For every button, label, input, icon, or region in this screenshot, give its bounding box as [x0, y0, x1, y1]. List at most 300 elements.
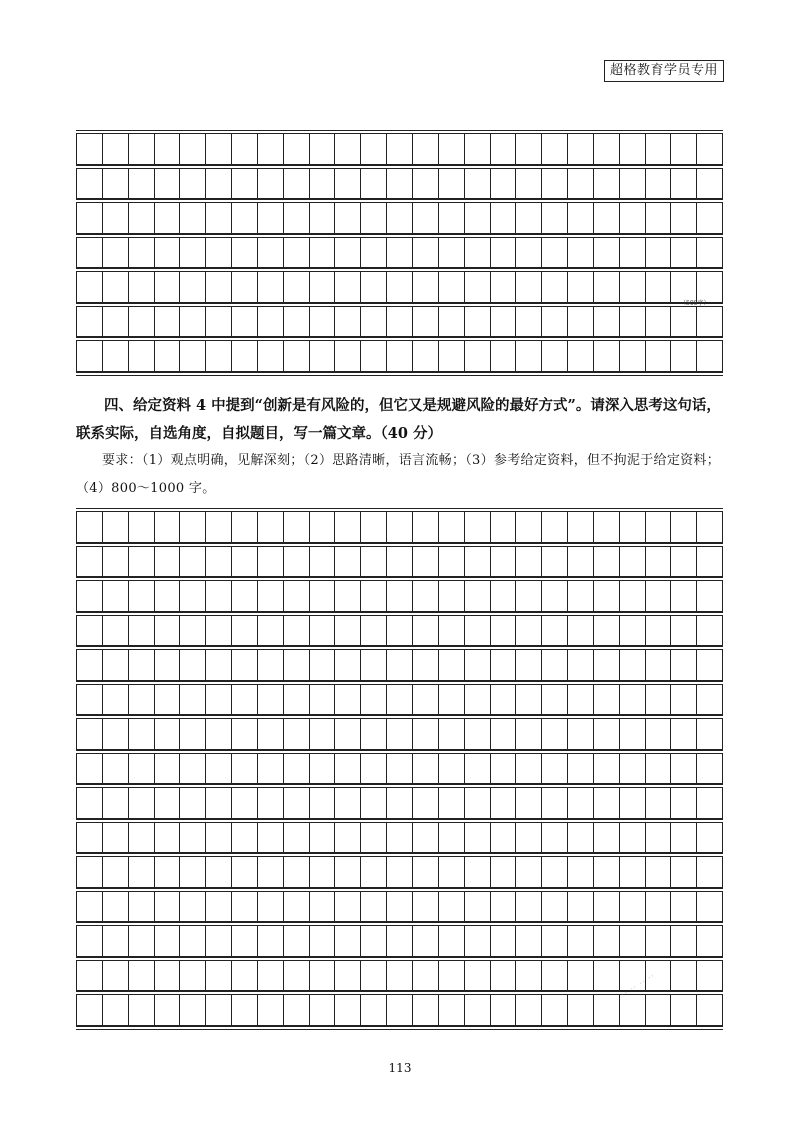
- grid-cell[interactable]: [361, 926, 387, 956]
- grid-cell[interactable]: [155, 823, 181, 853]
- grid-cell[interactable]: [103, 892, 129, 922]
- grid-cell[interactable]: [465, 788, 491, 818]
- grid-cell[interactable]: [413, 926, 439, 956]
- grid-cell[interactable]: [335, 616, 361, 646]
- grid-cell[interactable]: [671, 238, 697, 268]
- grid-cell[interactable]: [129, 203, 155, 233]
- grid-cell[interactable]: [697, 134, 723, 164]
- grid-cell[interactable]: [335, 788, 361, 818]
- grid-cell[interactable]: [671, 823, 697, 853]
- grid-cell[interactable]: [77, 961, 103, 991]
- grid-cell[interactable]: [335, 169, 361, 199]
- grid-cell[interactable]: [491, 788, 517, 818]
- grid-cell[interactable]: [671, 547, 697, 577]
- grid-cell[interactable]: [413, 307, 439, 337]
- grid-cell[interactable]: [465, 823, 491, 853]
- grid-cell[interactable]: [258, 547, 284, 577]
- grid-cell[interactable]: [77, 581, 103, 611]
- grid-cell[interactable]: [568, 203, 594, 233]
- grid-cell[interactable]: [439, 754, 465, 784]
- grid-cell[interactable]: [671, 650, 697, 680]
- grid-cell[interactable]: [568, 961, 594, 991]
- grid-cell[interactable]: [284, 581, 310, 611]
- grid-cell[interactable]: [77, 169, 103, 199]
- grid-cell[interactable]: [620, 788, 646, 818]
- grid-cell[interactable]: [129, 547, 155, 577]
- grid-cell[interactable]: [310, 926, 336, 956]
- grid-cell[interactable]: [646, 341, 672, 371]
- grid-cell[interactable]: [387, 995, 413, 1025]
- grid-cell[interactable]: [646, 995, 672, 1025]
- grid-cell[interactable]: [258, 272, 284, 302]
- grid-cell[interactable]: [697, 307, 723, 337]
- grid-cell[interactable]: [439, 547, 465, 577]
- grid-cell[interactable]: [310, 685, 336, 715]
- grid-cell[interactable]: [129, 307, 155, 337]
- grid-cell[interactable]: [361, 307, 387, 337]
- grid-cell[interactable]: [542, 238, 568, 268]
- grid-cell[interactable]: [516, 616, 542, 646]
- grid-cell[interactable]: [516, 341, 542, 371]
- grid-cell[interactable]: [439, 926, 465, 956]
- grid-cell[interactable]: [646, 134, 672, 164]
- grid-cell[interactable]: [77, 512, 103, 542]
- grid-cell[interactable]: [77, 926, 103, 956]
- grid-cell[interactable]: [516, 719, 542, 749]
- grid-cell[interactable]: [361, 169, 387, 199]
- grid-cell[interactable]: [335, 581, 361, 611]
- grid-cell[interactable]: [180, 857, 206, 887]
- grid-cell[interactable]: [697, 272, 723, 302]
- grid-cell[interactable]: [335, 961, 361, 991]
- grid-cell[interactable]: [258, 238, 284, 268]
- grid-cell[interactable]: [516, 272, 542, 302]
- grid-cell[interactable]: [594, 857, 620, 887]
- grid-cell[interactable]: [413, 788, 439, 818]
- grid-cell[interactable]: [180, 238, 206, 268]
- grid-cell[interactable]: [129, 961, 155, 991]
- grid-cell[interactable]: [284, 926, 310, 956]
- grid-cell[interactable]: [439, 272, 465, 302]
- grid-cell[interactable]: [646, 926, 672, 956]
- grid-cell[interactable]: [284, 547, 310, 577]
- grid-cell[interactable]: [413, 547, 439, 577]
- grid-cell[interactable]: [103, 134, 129, 164]
- grid-cell[interactable]: [413, 857, 439, 887]
- grid-cell[interactable]: [491, 307, 517, 337]
- grid-cell[interactable]: [439, 892, 465, 922]
- grid-cell[interactable]: [155, 719, 181, 749]
- grid-cell[interactable]: [439, 512, 465, 542]
- grid-cell[interactable]: [387, 581, 413, 611]
- grid-cell[interactable]: [491, 547, 517, 577]
- grid-cell[interactable]: [491, 857, 517, 887]
- grid-cell[interactable]: [155, 238, 181, 268]
- grid-cell[interactable]: [491, 134, 517, 164]
- grid-cell[interactable]: [542, 169, 568, 199]
- grid-cell[interactable]: [671, 685, 697, 715]
- grid-cell[interactable]: [491, 581, 517, 611]
- grid-cell[interactable]: [232, 926, 258, 956]
- grid-cell[interactable]: [129, 134, 155, 164]
- grid-cell[interactable]: [361, 238, 387, 268]
- grid-cell[interactable]: [103, 926, 129, 956]
- grid-cell[interactable]: [129, 581, 155, 611]
- grid-cell[interactable]: [258, 134, 284, 164]
- grid-cell[interactable]: [258, 169, 284, 199]
- grid-cell[interactable]: [361, 719, 387, 749]
- grid-cell[interactable]: [335, 685, 361, 715]
- grid-cell[interactable]: [697, 823, 723, 853]
- grid-cell[interactable]: [620, 134, 646, 164]
- grid-cell[interactable]: [646, 616, 672, 646]
- grid-cell[interactable]: [77, 719, 103, 749]
- grid-cell[interactable]: [671, 134, 697, 164]
- grid-cell[interactable]: [542, 547, 568, 577]
- grid-cell[interactable]: [620, 823, 646, 853]
- grid-cell[interactable]: [413, 169, 439, 199]
- grid-cell[interactable]: [516, 512, 542, 542]
- grid-cell[interactable]: [594, 719, 620, 749]
- grid-cell[interactable]: [180, 547, 206, 577]
- grid-cell[interactable]: [387, 203, 413, 233]
- grid-cell[interactable]: [335, 547, 361, 577]
- grid-cell[interactable]: [310, 238, 336, 268]
- grid-cell[interactable]: [413, 134, 439, 164]
- grid-cell[interactable]: [129, 719, 155, 749]
- grid-cell[interactable]: [361, 341, 387, 371]
- grid-cell[interactable]: [646, 307, 672, 337]
- grid-cell[interactable]: [232, 719, 258, 749]
- grid-cell[interactable]: [516, 892, 542, 922]
- grid-cell[interactable]: [232, 203, 258, 233]
- grid-cell[interactable]: [206, 134, 232, 164]
- grid-cell[interactable]: [310, 616, 336, 646]
- grid-cell[interactable]: [697, 857, 723, 887]
- grid-cell[interactable]: [413, 616, 439, 646]
- grid-cell[interactable]: [155, 581, 181, 611]
- grid-cell[interactable]: [155, 169, 181, 199]
- grid-cell[interactable]: [206, 512, 232, 542]
- grid-cell[interactable]: [180, 823, 206, 853]
- grid-cell[interactable]: [516, 650, 542, 680]
- grid-cell[interactable]: [491, 341, 517, 371]
- grid-cell[interactable]: [620, 547, 646, 577]
- grid-cell[interactable]: [103, 788, 129, 818]
- grid-cell[interactable]: [491, 961, 517, 991]
- grid-cell[interactable]: [594, 961, 620, 991]
- grid-cell[interactable]: [465, 685, 491, 715]
- grid-cell[interactable]: [491, 203, 517, 233]
- grid-cell[interactable]: [542, 754, 568, 784]
- grid-cell[interactable]: [439, 134, 465, 164]
- grid-cell[interactable]: [568, 169, 594, 199]
- grid-cell[interactable]: [361, 754, 387, 784]
- grid-cell[interactable]: [284, 203, 310, 233]
- grid-cell[interactable]: [413, 961, 439, 991]
- grid-cell[interactable]: [387, 788, 413, 818]
- grid-cell[interactable]: [232, 961, 258, 991]
- grid-cell[interactable]: [620, 857, 646, 887]
- grid-cell[interactable]: [465, 134, 491, 164]
- grid-cell[interactable]: [206, 685, 232, 715]
- grid-cell[interactable]: [155, 616, 181, 646]
- grid-cell[interactable]: [284, 512, 310, 542]
- grid-cell[interactable]: [335, 754, 361, 784]
- grid-cell[interactable]: [465, 581, 491, 611]
- grid-cell[interactable]: [516, 685, 542, 715]
- grid-cell[interactable]: [103, 754, 129, 784]
- grid-cell[interactable]: [516, 823, 542, 853]
- grid-cell[interactable]: [258, 926, 284, 956]
- grid-cell[interactable]: [335, 823, 361, 853]
- grid-cell[interactable]: [180, 203, 206, 233]
- grid-cell[interactable]: [77, 995, 103, 1025]
- grid-cell[interactable]: [671, 754, 697, 784]
- grid-cell[interactable]: [439, 685, 465, 715]
- grid-cell[interactable]: [697, 238, 723, 268]
- grid-cell[interactable]: [387, 719, 413, 749]
- grid-cell[interactable]: [697, 650, 723, 680]
- grid-cell[interactable]: [206, 169, 232, 199]
- grid-cell[interactable]: [697, 788, 723, 818]
- grid-cell[interactable]: [542, 788, 568, 818]
- grid-cell[interactable]: [568, 823, 594, 853]
- grid-cell[interactable]: [310, 650, 336, 680]
- grid-cell[interactable]: [155, 754, 181, 784]
- grid-cell[interactable]: [387, 512, 413, 542]
- grid-cell[interactable]: [284, 169, 310, 199]
- grid-cell[interactable]: [310, 134, 336, 164]
- grid-cell[interactable]: [568, 719, 594, 749]
- grid-cell[interactable]: [387, 754, 413, 784]
- grid-cell[interactable]: [568, 134, 594, 164]
- grid-cell[interactable]: [491, 892, 517, 922]
- grid-cell[interactable]: [646, 169, 672, 199]
- grid-cell[interactable]: [310, 169, 336, 199]
- grid-cell[interactable]: [594, 307, 620, 337]
- grid-cell[interactable]: [361, 788, 387, 818]
- grid-cell[interactable]: [206, 995, 232, 1025]
- grid-cell[interactable]: [77, 754, 103, 784]
- grid-cell[interactable]: [413, 719, 439, 749]
- grid-cell[interactable]: [258, 581, 284, 611]
- grid-cell[interactable]: [542, 995, 568, 1025]
- grid-cell[interactable]: [620, 650, 646, 680]
- grid-cell[interactable]: [465, 719, 491, 749]
- grid-cell[interactable]: [284, 857, 310, 887]
- grid-cell[interactable]: [671, 788, 697, 818]
- grid-cell[interactable]: [103, 995, 129, 1025]
- grid-cell[interactable]: [620, 169, 646, 199]
- grid-cell[interactable]: [620, 892, 646, 922]
- grid-cell[interactable]: [387, 272, 413, 302]
- grid-cell[interactable]: [387, 547, 413, 577]
- grid-cell[interactable]: [568, 892, 594, 922]
- grid-cell[interactable]: [284, 788, 310, 818]
- grid-cell[interactable]: [465, 926, 491, 956]
- grid-cell[interactable]: [361, 961, 387, 991]
- grid-cell[interactable]: [465, 892, 491, 922]
- grid-cell[interactable]: [671, 616, 697, 646]
- grid-cell[interactable]: [180, 961, 206, 991]
- grid-cell[interactable]: [103, 169, 129, 199]
- grid-cell[interactable]: [697, 892, 723, 922]
- grid-cell[interactable]: [620, 272, 646, 302]
- grid-cell[interactable]: [671, 995, 697, 1025]
- grid-cell[interactable]: [284, 892, 310, 922]
- grid-cell[interactable]: [77, 547, 103, 577]
- grid-cell[interactable]: [542, 341, 568, 371]
- grid-cell[interactable]: [620, 754, 646, 784]
- grid-cell[interactable]: [491, 685, 517, 715]
- grid-cell[interactable]: [568, 685, 594, 715]
- grid-cell[interactable]: [465, 616, 491, 646]
- grid-cell[interactable]: [155, 203, 181, 233]
- grid-cell[interactable]: [542, 512, 568, 542]
- grid-cell[interactable]: [491, 169, 517, 199]
- grid-cell[interactable]: [77, 203, 103, 233]
- grid-cell[interactable]: [439, 307, 465, 337]
- grid-cell[interactable]: [413, 685, 439, 715]
- grid-cell[interactable]: [439, 616, 465, 646]
- grid-cell[interactable]: [232, 650, 258, 680]
- grid-cell[interactable]: [413, 272, 439, 302]
- grid-cell[interactable]: [516, 238, 542, 268]
- grid-cell[interactable]: [232, 169, 258, 199]
- grid-cell[interactable]: [155, 134, 181, 164]
- grid-cell[interactable]: [129, 926, 155, 956]
- grid-cell[interactable]: [206, 823, 232, 853]
- grid-cell[interactable]: [77, 857, 103, 887]
- grid-cell[interactable]: [542, 719, 568, 749]
- grid-cell[interactable]: [594, 134, 620, 164]
- grid-cell[interactable]: [697, 581, 723, 611]
- grid-cell[interactable]: [361, 616, 387, 646]
- grid-cell[interactable]: [310, 581, 336, 611]
- grid-cell[interactable]: [310, 788, 336, 818]
- grid-cell[interactable]: [335, 512, 361, 542]
- grid-cell[interactable]: [206, 341, 232, 371]
- grid-cell[interactable]: [491, 754, 517, 784]
- grid-cell[interactable]: [671, 203, 697, 233]
- grid-cell[interactable]: [542, 307, 568, 337]
- grid-cell[interactable]: [697, 341, 723, 371]
- grid-cell[interactable]: [439, 650, 465, 680]
- grid-cell[interactable]: [361, 272, 387, 302]
- grid-cell[interactable]: [697, 961, 723, 991]
- grid-cell[interactable]: [206, 616, 232, 646]
- grid-cell[interactable]: [129, 754, 155, 784]
- grid-cell[interactable]: [129, 823, 155, 853]
- grid-cell[interactable]: [516, 547, 542, 577]
- grid-cell[interactable]: [258, 719, 284, 749]
- grid-cell[interactable]: [568, 754, 594, 784]
- grid-cell[interactable]: [258, 892, 284, 922]
- grid-cell[interactable]: [594, 616, 620, 646]
- grid-cell[interactable]: [620, 719, 646, 749]
- grid-cell[interactable]: [206, 547, 232, 577]
- grid-cell[interactable]: [413, 754, 439, 784]
- grid-cell[interactable]: [646, 719, 672, 749]
- grid-cell[interactable]: [155, 995, 181, 1025]
- grid-cell[interactable]: [568, 650, 594, 680]
- grid-cell[interactable]: [284, 650, 310, 680]
- grid-cell[interactable]: [103, 650, 129, 680]
- grid-cell[interactable]: [491, 238, 517, 268]
- grid-cell[interactable]: [697, 616, 723, 646]
- grid-cell[interactable]: [697, 719, 723, 749]
- grid-cell[interactable]: [542, 203, 568, 233]
- grid-cell[interactable]: [284, 685, 310, 715]
- grid-cell[interactable]: [646, 547, 672, 577]
- grid-cell[interactable]: [646, 203, 672, 233]
- grid-cell[interactable]: [697, 754, 723, 784]
- grid-cell[interactable]: [568, 857, 594, 887]
- grid-cell[interactable]: [697, 685, 723, 715]
- grid-cell[interactable]: [232, 995, 258, 1025]
- grid-cell[interactable]: [180, 272, 206, 302]
- grid-cell[interactable]: [413, 238, 439, 268]
- grid-cell[interactable]: [232, 272, 258, 302]
- grid-cell[interactable]: [542, 823, 568, 853]
- grid-cell[interactable]: [594, 892, 620, 922]
- grid-cell[interactable]: [103, 616, 129, 646]
- grid-cell[interactable]: [542, 961, 568, 991]
- grid-cell[interactable]: [77, 823, 103, 853]
- grid-cell[interactable]: [413, 892, 439, 922]
- grid-cell[interactable]: [310, 754, 336, 784]
- grid-cell[interactable]: [335, 203, 361, 233]
- grid-cell[interactable]: [516, 754, 542, 784]
- grid-cell[interactable]: [180, 581, 206, 611]
- grid-cell[interactable]: [155, 926, 181, 956]
- grid-cell[interactable]: [129, 685, 155, 715]
- grid-cell[interactable]: [284, 134, 310, 164]
- grid-cell[interactable]: [568, 272, 594, 302]
- grid-cell[interactable]: [439, 788, 465, 818]
- grid-cell[interactable]: [542, 272, 568, 302]
- grid-cell[interactable]: [465, 238, 491, 268]
- grid-cell[interactable]: [258, 857, 284, 887]
- grid-cell[interactable]: [284, 754, 310, 784]
- grid-cell[interactable]: [206, 926, 232, 956]
- grid-cell[interactable]: [516, 581, 542, 611]
- grid-cell[interactable]: [77, 307, 103, 337]
- grid-cell[interactable]: [335, 892, 361, 922]
- grid-cell[interactable]: [542, 616, 568, 646]
- grid-cell[interactable]: [335, 650, 361, 680]
- grid-cell[interactable]: [465, 307, 491, 337]
- grid-cell[interactable]: [180, 512, 206, 542]
- grid-cell[interactable]: [491, 650, 517, 680]
- grid-cell[interactable]: [697, 995, 723, 1025]
- grid-cell[interactable]: [465, 203, 491, 233]
- grid-cell[interactable]: [284, 272, 310, 302]
- grid-cell[interactable]: [542, 892, 568, 922]
- grid-cell[interactable]: [646, 512, 672, 542]
- grid-cell[interactable]: [232, 512, 258, 542]
- grid-cell[interactable]: [180, 616, 206, 646]
- grid-cell[interactable]: [439, 341, 465, 371]
- grid-cell[interactable]: [413, 995, 439, 1025]
- grid-cell[interactable]: [335, 995, 361, 1025]
- grid-cell[interactable]: [465, 995, 491, 1025]
- grid-cell[interactable]: [206, 238, 232, 268]
- grid-cell[interactable]: [206, 581, 232, 611]
- grid-cell[interactable]: [594, 547, 620, 577]
- grid-cell[interactable]: [232, 788, 258, 818]
